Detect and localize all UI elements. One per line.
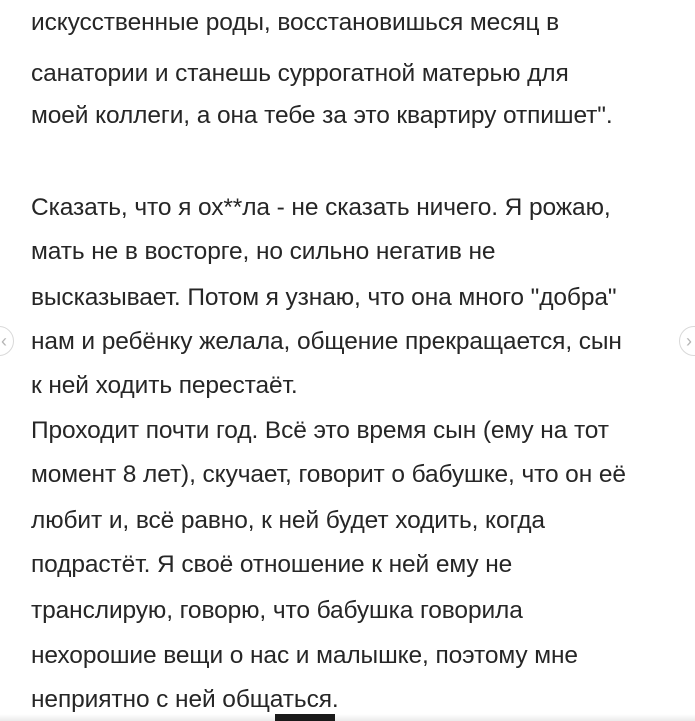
chevron-right-icon: › [686,331,692,351]
text-line: неприятно с ней общаться. [31,686,339,713]
bottom-edge-mark [275,714,335,721]
text-line: высказывает. Потом я узнаю, что она много "добра" [31,284,617,311]
text-line: искусственные роды, восстановишься месяц в [31,9,560,36]
chevron-left-icon: ‹ [1,331,7,351]
text-line: нехорошие вещи о нас и малышке, поэтому мне [31,642,578,669]
text-line: к ней ходить перестаёт. [31,372,298,399]
text-line: Проходит почти год. Всё это время сын (ему на тот [31,417,609,444]
text-line: Сказать, что я ох**ла - не сказать ничего. Я рожаю, [31,194,611,221]
text-line: моей коллеги, а она тебе за это квартиру отпишет". [31,102,613,129]
text-line: транслирую, говорю, что бабушка говорила [31,597,523,624]
text-line: любит и, всё равно, к ней будет ходить, когда [31,507,545,534]
text-line: подрастёт. Я своё отношение к ней ему не [31,551,513,578]
text-line: санатории и станешь суррогатной матерью для [31,60,569,87]
bottom-edge [0,714,695,721]
text-line: нам и ребёнку желала, общение прекращается, сын [31,328,622,355]
text-line: мать не в восторге, но сильно негатив не [31,238,496,265]
text-line: момент 8 лет), скучает, говорит о бабушке, что он её [31,461,626,488]
